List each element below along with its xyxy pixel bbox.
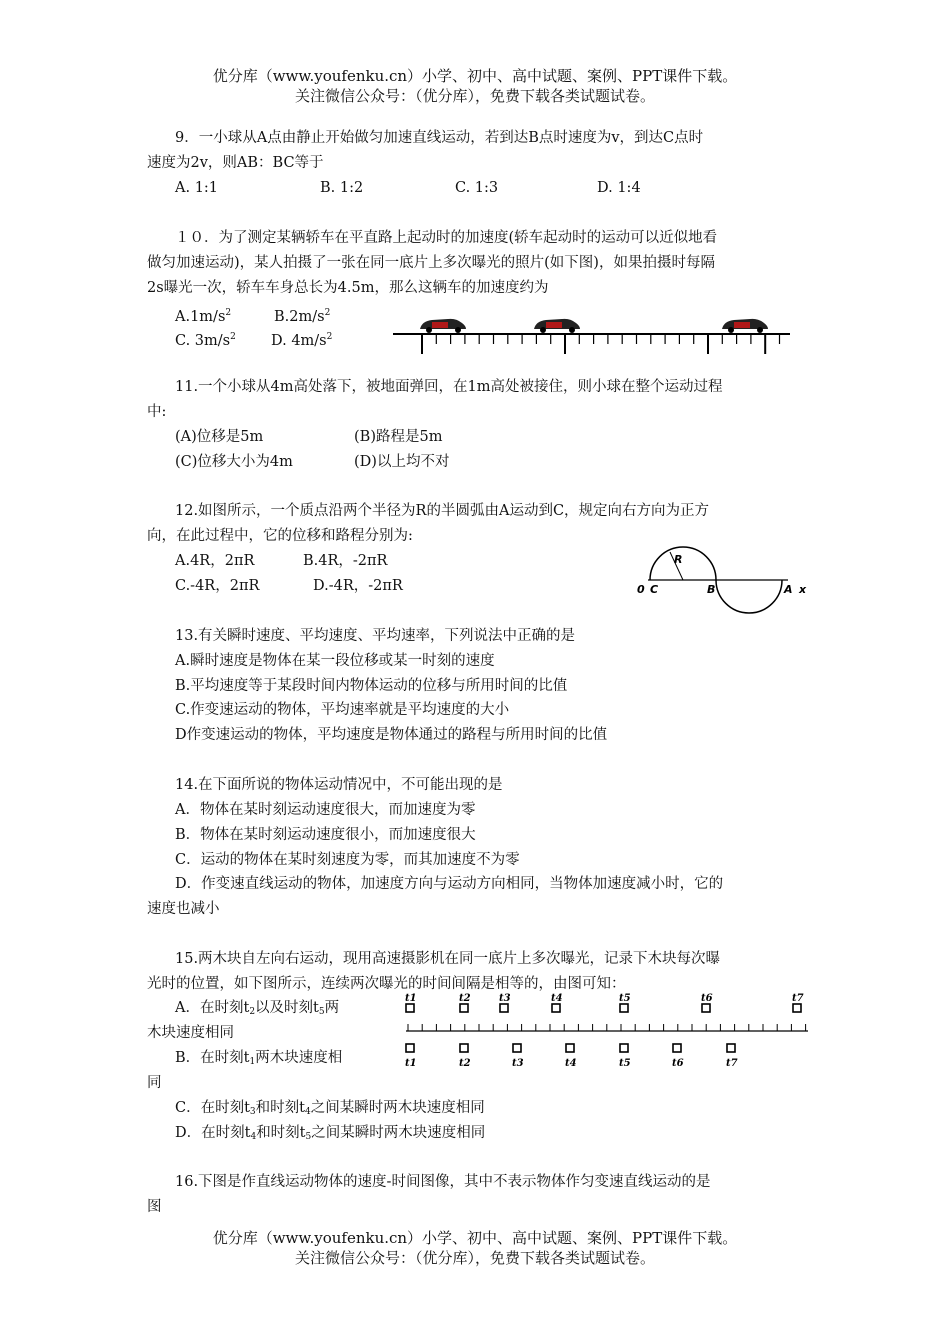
q9-line-1: 9．一小球从A点由静止开始做匀加速直线运动，若到达B点时速度为v，到达C点时 bbox=[175, 130, 704, 146]
bottom-time-label: t7 bbox=[726, 1058, 738, 1069]
q11-option-d: (D)以上均不对 bbox=[354, 454, 450, 470]
q14-option-b: B．物体在某时刻运动速度很小，而加速度很大 bbox=[175, 827, 476, 843]
q16-line-1: 16.下图是作直线运动物体的速度-时间图像，其中不表示物体作匀变速直线运动的是 bbox=[175, 1174, 711, 1190]
header-line-2: 关注微信公众号：（优分库），免费下载各类试题试卷。 bbox=[294, 87, 655, 105]
bottom-time-label: t5 bbox=[619, 1058, 631, 1069]
footer-line-1: 优分库（www.youfenku.cn）小学、初中、高中试题、案例、PPT课件下载。 bbox=[212, 1229, 738, 1247]
q12-c-label: C bbox=[650, 583, 659, 596]
q9-option-d: D. 1:4 bbox=[597, 180, 641, 196]
q14-option-c: C．运动的物体在某时刻速度为零，而其加速度不为零 bbox=[175, 852, 520, 868]
top-time-label: t1 bbox=[405, 993, 417, 1004]
q12-line-2: 向，在此过程中，它的位移和路程分别为: bbox=[147, 528, 413, 544]
bottom-time-label: t2 bbox=[459, 1058, 471, 1069]
q15-option-a-line-2: 木块速度相同 bbox=[147, 1025, 234, 1041]
top-block-square bbox=[406, 1004, 414, 1012]
q14-option-a: A．物体在某时刻运动速度很大，而加速度为零 bbox=[175, 802, 476, 818]
q15-option-b-line-1: B．在时刻$t_1$两木块速度相 bbox=[175, 1050, 343, 1067]
q15-option-a-line-1: A．在时刻$t_2$以及时刻$t_5$两 bbox=[175, 1000, 340, 1017]
bottom-block-square bbox=[620, 1044, 628, 1052]
q15-option-c: C．在时刻$t_3$和时刻$t_4$之间某瞬时两木块速度相同 bbox=[175, 1100, 485, 1117]
header-line-1: 优分库（www.youfenku.cn）小学、初中、高中试题、案例、PPT课件下载。 bbox=[212, 67, 738, 85]
q10-option-d: D. $4m/s^2$ bbox=[271, 332, 333, 349]
q12-option-b: B.4R，-2πR bbox=[303, 553, 388, 569]
car-icon bbox=[420, 319, 466, 333]
q12-b-label: B bbox=[707, 583, 716, 596]
bottom-block-square bbox=[673, 1044, 681, 1052]
q12-x-label: x bbox=[799, 583, 807, 596]
top-time-label: t3 bbox=[499, 993, 511, 1004]
q10-option-a: $A.1m/s^2$ bbox=[175, 308, 232, 325]
bottom-block-square bbox=[513, 1044, 521, 1052]
q10-line-2: 做匀加速运动)，某人拍摄了一张在同一底片上多次曝光的照片(如下图)，如果拍摄时每隔 bbox=[147, 255, 715, 271]
q15-block-figure bbox=[400, 993, 812, 1070]
bottom-block-square bbox=[406, 1044, 414, 1052]
q10-line-1: １０．为了测定某辆轿车在平直路上起动时的加速度(轿车起动时的运动可以近似地看 bbox=[175, 230, 718, 246]
q14-line-1: 14.在下面所说的物体运动情况中，不可能出现的是 bbox=[175, 777, 503, 793]
q9-option-a: A. 1:1 bbox=[175, 180, 219, 196]
q10-car-figure bbox=[390, 312, 800, 357]
q11-option-b: (B)路程是5m bbox=[354, 429, 443, 445]
q10-option-c: C. $3m/s^2$ bbox=[175, 332, 236, 349]
q14-option-d-line-2: 速度也减小 bbox=[147, 901, 220, 917]
top-time-label: t2 bbox=[459, 993, 471, 1004]
bottom-block-square bbox=[727, 1044, 735, 1052]
q13-line-1: 13.有关瞬时速度、平均速度、平均速率，下列说法中正确的是 bbox=[175, 628, 576, 644]
q12-line-1: 12.如图所示，一个质点沿两个半径为R的半圆弧由A运动到C，规定向右方向为正方 bbox=[175, 503, 710, 519]
top-time-label: t4 bbox=[551, 993, 563, 1004]
top-block-square bbox=[500, 1004, 508, 1012]
q12-origin-label: 0 bbox=[637, 583, 645, 596]
bottom-time-label: t1 bbox=[405, 1058, 417, 1069]
q13-option-c: C.作变速运动的物体，平均速率就是平均速度的大小 bbox=[175, 702, 510, 718]
q10-line-3: 2s曝光一次，轿车车身总长为4.5m，那么这辆车的加速度约为 bbox=[147, 280, 549, 296]
top-time-label: t5 bbox=[619, 993, 631, 1004]
q15-option-b-line-2: 同 bbox=[147, 1075, 162, 1091]
footer-line-2: 关注微信公众号：（优分库），免费下载各类试题试卷。 bbox=[294, 1249, 655, 1267]
top-time-label: t7 bbox=[792, 993, 804, 1004]
q15-line-2: 光时的位置，如下图所示，连续两次曝光的时间间隔是相等的，由图可知： bbox=[147, 976, 626, 992]
q13-option-b: B.平均速度等于某段时间内物体运动的位移与所用时间的比值 bbox=[175, 678, 568, 694]
q12-r-label: R bbox=[674, 553, 683, 566]
q12-option-a: A.4R，2πR bbox=[175, 553, 255, 569]
q16-line-2: 图 bbox=[147, 1199, 162, 1215]
q11-line-1: 11.一个小球从4m高处落下，被地面弹回，在1m高处被接住，则小球在整个运动过程 bbox=[175, 379, 723, 395]
q11-option-c: (C)位移大小为4m bbox=[175, 454, 293, 470]
car-icon bbox=[722, 319, 768, 333]
q15-option-d: D．在时刻$t_4$和时刻$t_5$之间某瞬时两木块速度相同 bbox=[175, 1125, 486, 1142]
car-icon bbox=[534, 319, 580, 333]
q12-option-d: D.-4R，-2πR bbox=[313, 578, 403, 594]
bottom-time-label: t3 bbox=[512, 1058, 524, 1069]
top-time-label: t6 bbox=[701, 993, 713, 1004]
q12-a-label: A bbox=[784, 583, 793, 596]
top-block-square bbox=[552, 1004, 560, 1012]
bottom-time-label: t4 bbox=[565, 1058, 577, 1069]
top-block-square bbox=[702, 1004, 710, 1012]
q9-option-c: C. 1:3 bbox=[455, 180, 499, 196]
q12-semicircle-figure bbox=[630, 538, 810, 620]
q15-line-1: 15.两木块自左向右运动，现用高速摄影机在同一底片上多次曝光，记录下木块每次曝 bbox=[175, 951, 721, 967]
q9-line-2: 速度为2v，则AB：BC等于 bbox=[147, 155, 324, 171]
bottom-block-square bbox=[566, 1044, 574, 1052]
q13-option-d: D作变速运动的物体，平均速度是物体通过的路程与所用时间的比值 bbox=[175, 727, 608, 743]
q11-option-a: (A)位移是5m bbox=[175, 429, 264, 445]
q10-option-b: $B.2m/s^2$ bbox=[274, 308, 331, 325]
top-block-square bbox=[460, 1004, 468, 1012]
top-block-square bbox=[793, 1004, 801, 1012]
q14-option-d-line-1: D．作变速直线运动的物体，加速度方向与运动方向相同，当物体加速度减小时，它的 bbox=[175, 876, 724, 892]
q12-option-c: C.-4R，2πR bbox=[175, 578, 260, 594]
bottom-block-square bbox=[460, 1044, 468, 1052]
q13-option-a: A.瞬时速度是物体在某一段位移或某一时刻的速度 bbox=[175, 653, 495, 669]
q9-option-b: B. 1:2 bbox=[320, 180, 364, 196]
q11-line-2: 中: bbox=[147, 404, 167, 420]
bottom-time-label: t6 bbox=[672, 1058, 684, 1069]
top-block-square bbox=[620, 1004, 628, 1012]
